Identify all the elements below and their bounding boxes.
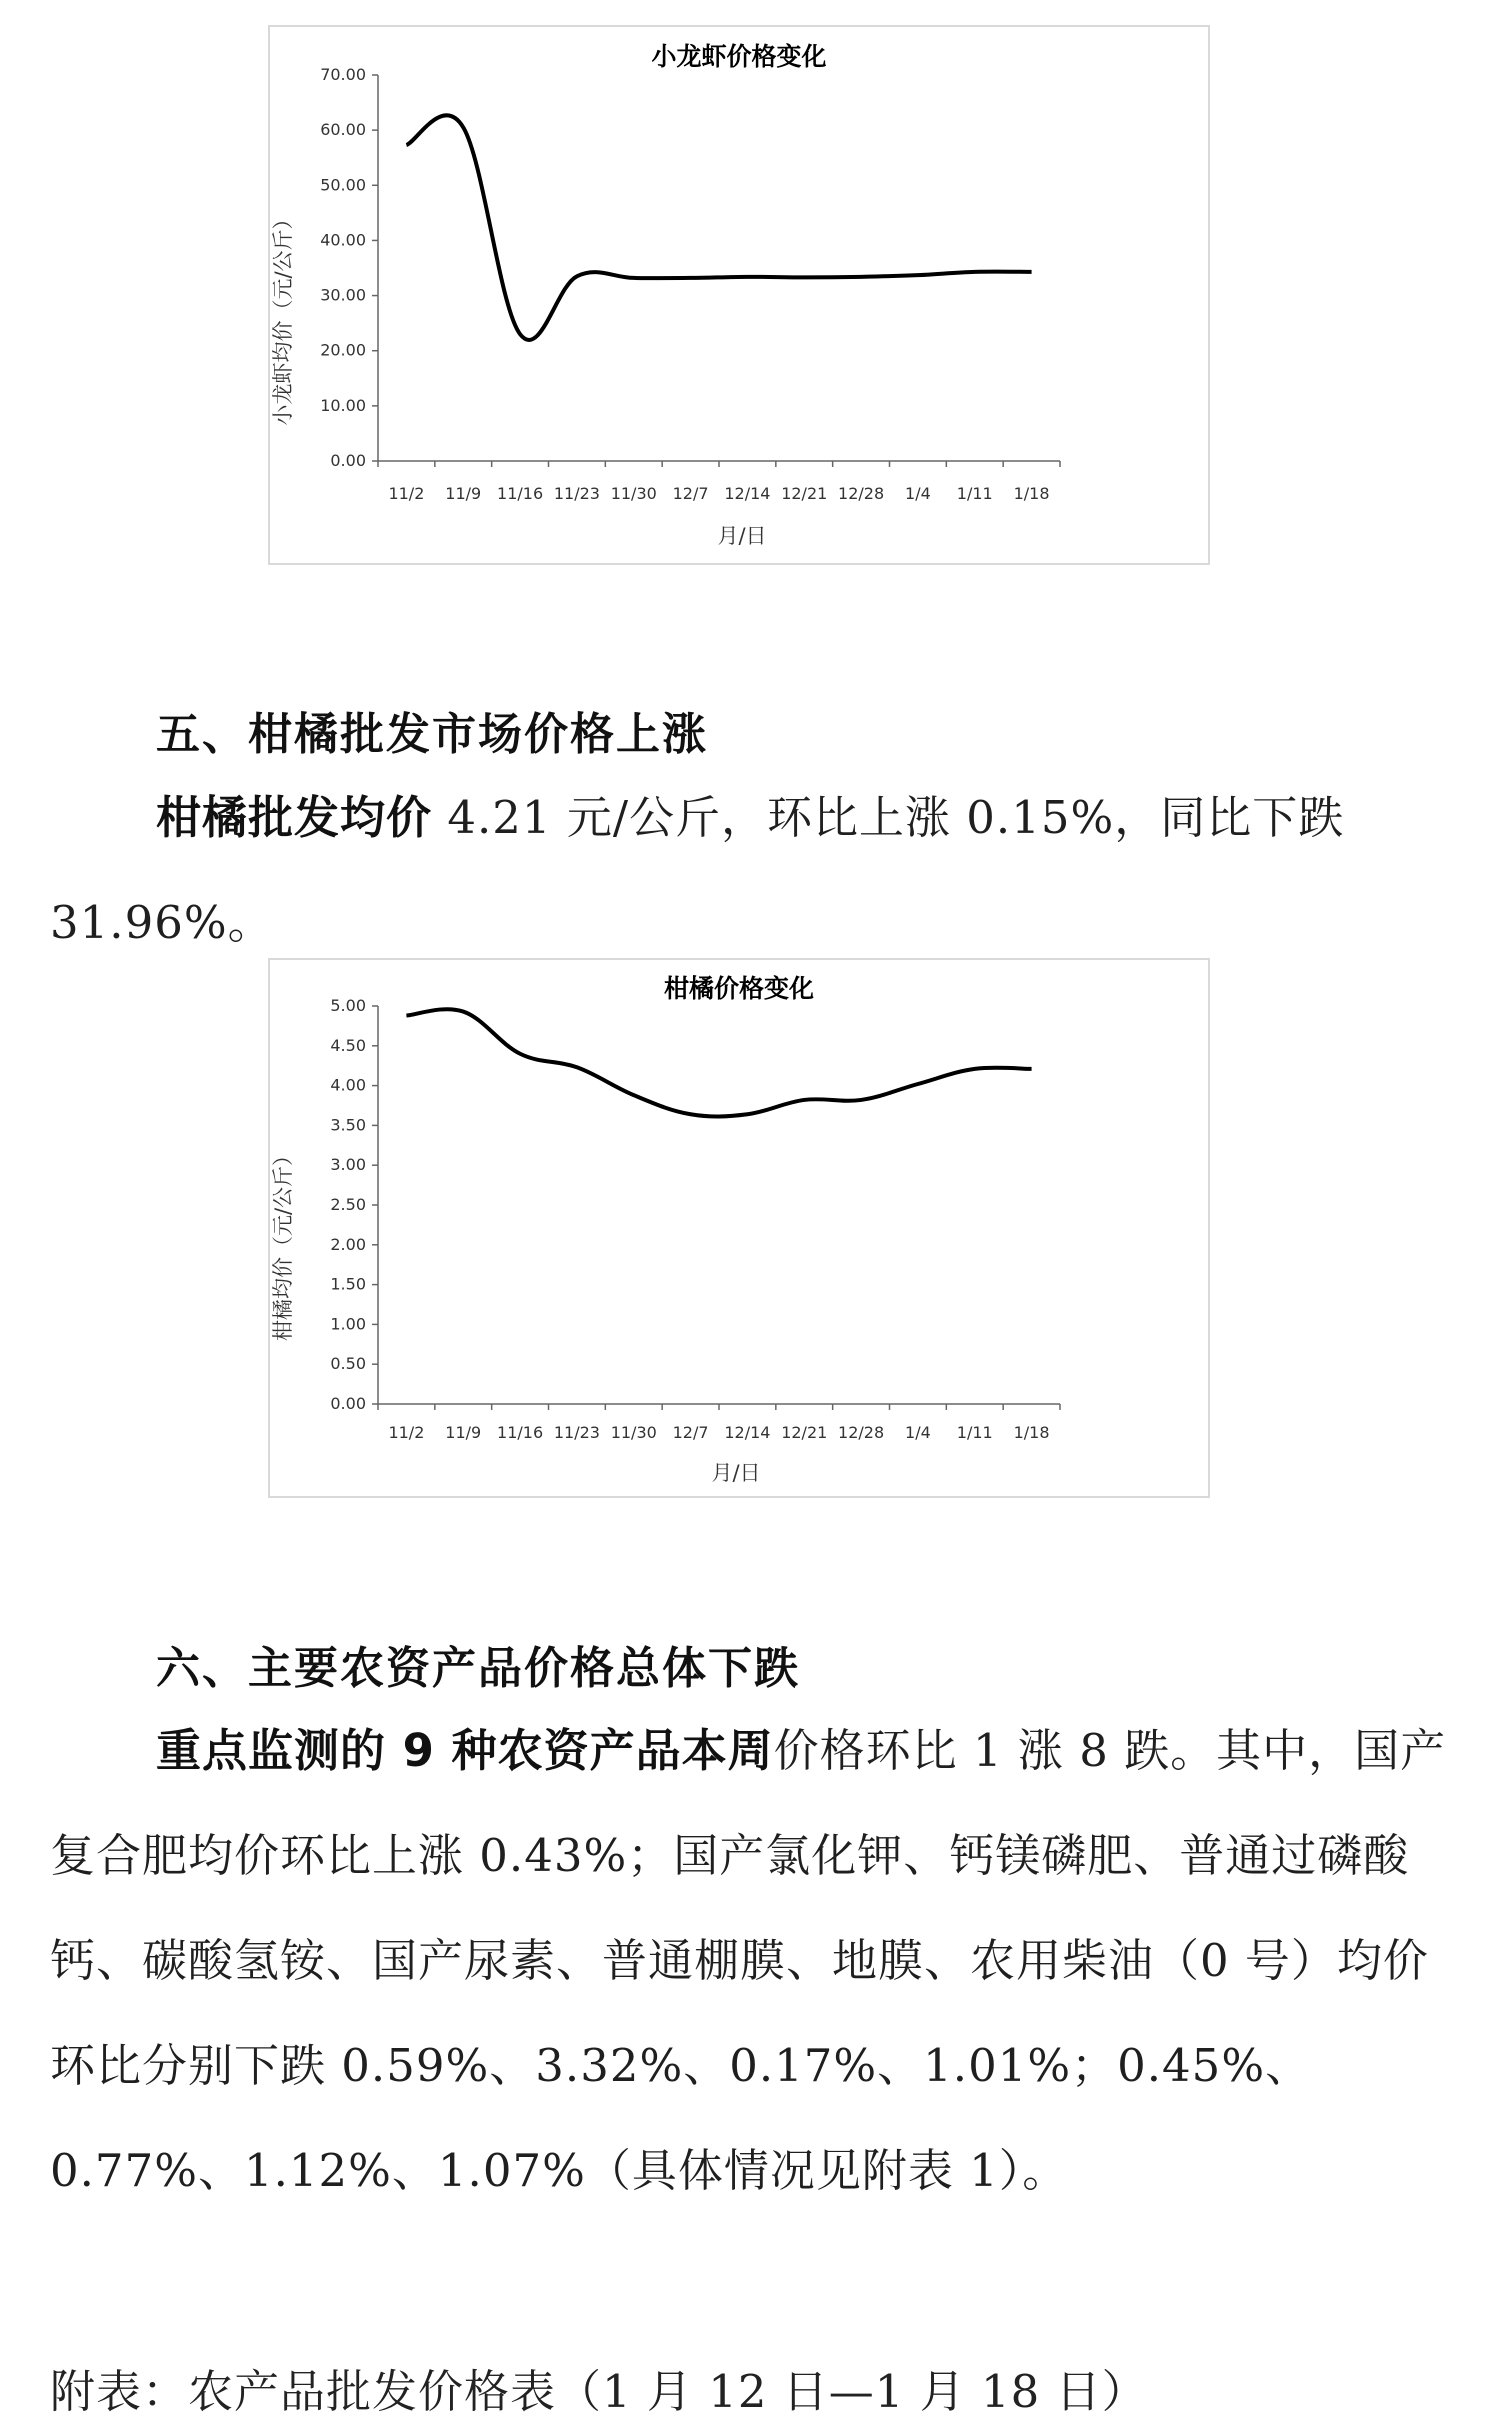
x-tick-label: 12/7: [672, 1423, 709, 1442]
appendix-table-caption: 附表：农产品批发价格表（1 月 12 日—1 月 18 日）: [50, 2365, 1148, 2418]
crayfish-price-chart: [268, 25, 1210, 565]
price-series-line: [406, 115, 1031, 340]
x-tick-label: 12/7: [672, 484, 709, 503]
x-tick-label: 11/23: [553, 1423, 600, 1442]
x-tick-label: 1/4: [905, 484, 931, 503]
y-tick-label: 4.50: [330, 1035, 366, 1055]
section-5-paragraph: [50, 765, 1450, 975]
y-tick-label: 1.00: [330, 1314, 366, 1334]
x-tick-label: 12/28: [838, 484, 885, 503]
y-tick-label: 2.00: [330, 1234, 366, 1254]
y-tick-label: 1.50: [330, 1274, 366, 1294]
y-tick-label: 5.00: [330, 996, 366, 1015]
x-tick-label: 12/14: [724, 1423, 771, 1442]
x-tick-label: 12/21: [781, 484, 828, 503]
y-axis-label: 柑橘均价（元/公斤）: [271, 1144, 295, 1342]
citrus-chart-svg: [270, 960, 1208, 1496]
x-tick-label: 1/18: [1013, 1423, 1050, 1442]
section-5-text: 4.21 元/公斤，环比上涨 0.15%，同比下跌 31.96%。: [50, 791, 1345, 949]
y-tick-label: 2.50: [330, 1195, 366, 1214]
y-axis-label: 小龙虾均价（元/公斤）: [271, 208, 295, 426]
y-tick-label: 50.00: [320, 175, 366, 195]
citrus-price-chart: [268, 958, 1210, 1498]
x-axis-label: 月/日: [711, 1461, 761, 1485]
section-6-paragraph: [50, 1698, 1450, 2223]
x-tick-label: 11/16: [497, 484, 544, 503]
crayfish-chart-svg: [270, 27, 1208, 563]
x-tick-label: 1/11: [956, 484, 993, 503]
x-tick-label: 11/23: [553, 484, 600, 503]
y-tick-label: 3.00: [330, 1155, 366, 1175]
x-tick-label: 1/11: [956, 1423, 993, 1442]
x-tick-label: 11/30: [610, 484, 657, 503]
chart-title: 小龙虾价格变化: [651, 42, 827, 71]
x-axis-label: 月/日: [717, 524, 767, 548]
section-6-lead: 重点监测的 9 种农资产品本周: [156, 1724, 774, 1777]
x-tick-label: 11/2: [388, 1423, 425, 1442]
x-tick-label: 12/28: [838, 1423, 885, 1442]
y-tick-label: 60.00: [320, 120, 366, 140]
section-6-text: 价格环比 1 涨 8 跌。其中，国产复合肥均价环比上涨 0.43%；国产氯化钾、钙镁磷肥、普通过磷酸钙、碳酸氢铵、国产尿素、普通棚膜、地膜、农用柴油（0 号）均价环比分别下跌 0.59%、3.32%、0.17%、1.01%；0.45%、0.77%、1.12%、1.07%（具体情况见附表 1）。: [50, 1724, 1447, 2197]
y-tick-label: 40.00: [320, 230, 366, 250]
y-tick-label: 3.50: [330, 1115, 366, 1135]
y-tick-label: 20.00: [320, 340, 366, 360]
x-tick-label: 11/2: [388, 484, 425, 503]
section-5-heading: 五、柑橘批发市场价格上涨: [156, 709, 708, 760]
y-tick-label: 70.00: [320, 65, 366, 84]
x-tick-label: 1/4: [905, 1423, 931, 1442]
y-tick-label: 30.00: [320, 285, 366, 305]
price-series-line: [406, 1009, 1031, 1116]
y-tick-label: 0.00: [330, 1394, 366, 1413]
y-tick-label: 10.00: [320, 395, 366, 415]
x-tick-label: 1/18: [1013, 484, 1050, 503]
x-tick-label: 12/14: [724, 484, 771, 503]
x-tick-label: 11/9: [445, 484, 482, 503]
section-6-heading: 六、主要农资产品价格总体下跌: [156, 1643, 800, 1694]
y-tick-label: 4.00: [330, 1075, 366, 1095]
x-tick-label: 11/9: [445, 1423, 482, 1442]
y-tick-label: 0.00: [330, 451, 366, 470]
x-tick-label: 12/21: [781, 1423, 828, 1442]
x-tick-label: 11/16: [497, 1423, 544, 1442]
y-tick-label: 0.50: [330, 1354, 366, 1374]
chart-title: 柑橘价格变化: [663, 974, 815, 1003]
section-5-lead: 柑橘批发均价: [156, 791, 433, 844]
x-tick-label: 11/30: [610, 1423, 657, 1442]
